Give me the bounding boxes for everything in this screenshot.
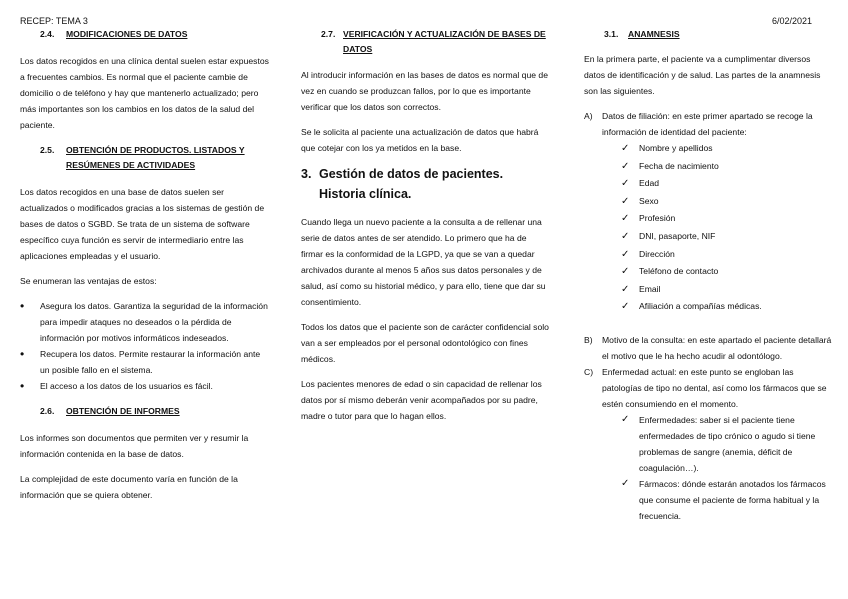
heading-2-7: 2.7. VERIFICACIÓN Y ACTUALIZACIÓN DE BASES DE DATOS [321,29,546,54]
heading-3-1: 3.1. ANAMNESIS [604,29,680,39]
heading-3: 3. Gestión de datos de pacientes. Historia clínica. [301,167,504,201]
header-date: 6/02/2021 [772,16,813,26]
paragraph: Los datos recogidos en una base de datos suelen ser actualizados o modificados gracias a los sistemas de gestión de bases de datos o SGBD. Se trata de un sistema de software específico cuya función es servir de intermediario entre las aplicaciones empleadas y el usuario. [20,187,265,261]
column-3 [584,27,832,524]
checklist-item: ✓ Nombre y apellidos [621,140,832,158]
list-item: • El acceso a los datos de los usuarios es fácil. [20,378,270,394]
item-b: B) Motivo de la consulta: en este apartado el paciente detallará el motivo que le ha hecho acudir al odontólogo. [584,334,832,361]
checklist-item: ✓ DNI, pasaporte, NIF [621,228,832,246]
advantages-list [20,298,270,394]
list-item: • Recupera los datos. Permite restaurar la información ante un posible fallo en el sistema. [20,346,270,378]
paragraph: En la primera parte, el paciente va a cumplimentar diversos datos de identificación y de salud. Las partes de la anamnesis son las siguientes. [584,54,821,96]
checklist-item: ✓ Fecha de nacimiento [621,158,832,176]
paragraph: Los informes son documentos que permiten ver y resumir la información contenida en la base de datos. [20,433,249,459]
heading-2-6: 2.6. OBTENCIÓN DE INFORMES [40,406,180,416]
paragraph: Se enumeran las ventajas de estos: [20,276,157,286]
checklist-item: ✓ Teléfono de contacto [621,263,832,281]
checklist-item: ✓ Fármacos: dónde estarán anotados los fármacos que consume el paciente de forma habitual y la frecuencia. [621,476,832,524]
column-1 [20,27,270,503]
checklist-item: ✓ Dirección [621,246,832,264]
heading-2-5: 2.5. OBTENCIÓN DE PRODUCTOS. LISTADOS Y RESÚMENES DE ACTIVIDADES [40,145,245,170]
conditions-checklist [584,412,832,524]
paragraph: Al introducir información en las bases de datos es normal que de vez en cuando se produzcan fallos, por lo que es importante verificar que los datos son correctos. [301,70,548,112]
checklist-item: ✓ Sexo [621,193,832,211]
heading-2-4: 2.4. MODIFICACIONES DE DATOS [40,29,188,39]
paragraph: La complejidad de este documento varía en función de la información que se quiera obtener. [20,474,238,500]
item-a: A) Datos de filiación: en este primer apartado se recoge la información de identidad del paciente: [584,111,813,137]
paragraph: Los datos recogidos en una clínica dental suelen estar expuestos a frecuentes cambios. Es normal que el paciente cambie de domicilio o de teléfono y hay que mantenerlo actualizado; pero más importantes son los cambios en los datos de la salud del paciente. [20,56,269,130]
paragraph: Todos los datos que el paciente son de carácter confidencial solo van a ser empleados por el personal odontológico con fines médicos. [301,322,549,364]
checklist-item: ✓ Enfermedades: saber si el paciente tiene enfermedades de tipo crónico o agudo si tiene problemas de sangre (anemia, déficit de coagulación…). [621,412,832,476]
checklist-item: ✓ Profesión [621,210,832,228]
item-c: C) Enfermedad actual: en este punto se engloban las patologías de tipo no dental, así como los fármacos que se estén consumiendo en el momento. [584,366,827,409]
checklist-item: ✓ Afiliación a compañías médicas. [621,298,832,316]
checklist-item: ✓ Edad [621,175,832,193]
header-left: RECEP: TEMA 3 [20,16,88,26]
paragraph: Se le solicita al paciente una actualización de datos que habrá que cotejar con los ya metidos en la base. [301,127,539,153]
list-item: • Asegura los datos. Garantiza la seguridad de la información para impedir ataques no deseados o la pérdida de información por motivos informáticos indeseados. [20,298,270,346]
checklist-item: ✓ Email [621,281,832,299]
paragraph: Cuando llega un nuevo paciente a la consulta a de rellenar una serie de datos antes de ser atendido. Lo primero que ha de firmar es la conformidad de la LGPD, ya que se van a quedar archivados durante al menos 5 años sus datos personales y de salud, así como su historial médico, y para ello, tiene que dar su consentimiento. [301,217,546,307]
paragraph: Los pacientes menores de edad o sin capacidad de rellenar los datos por sí mismo deberán venir acompañados por su padre, madre o tutor para que lo hagan ellos. [301,379,542,421]
identity-checklist [584,140,832,316]
column-2 [301,27,550,424]
